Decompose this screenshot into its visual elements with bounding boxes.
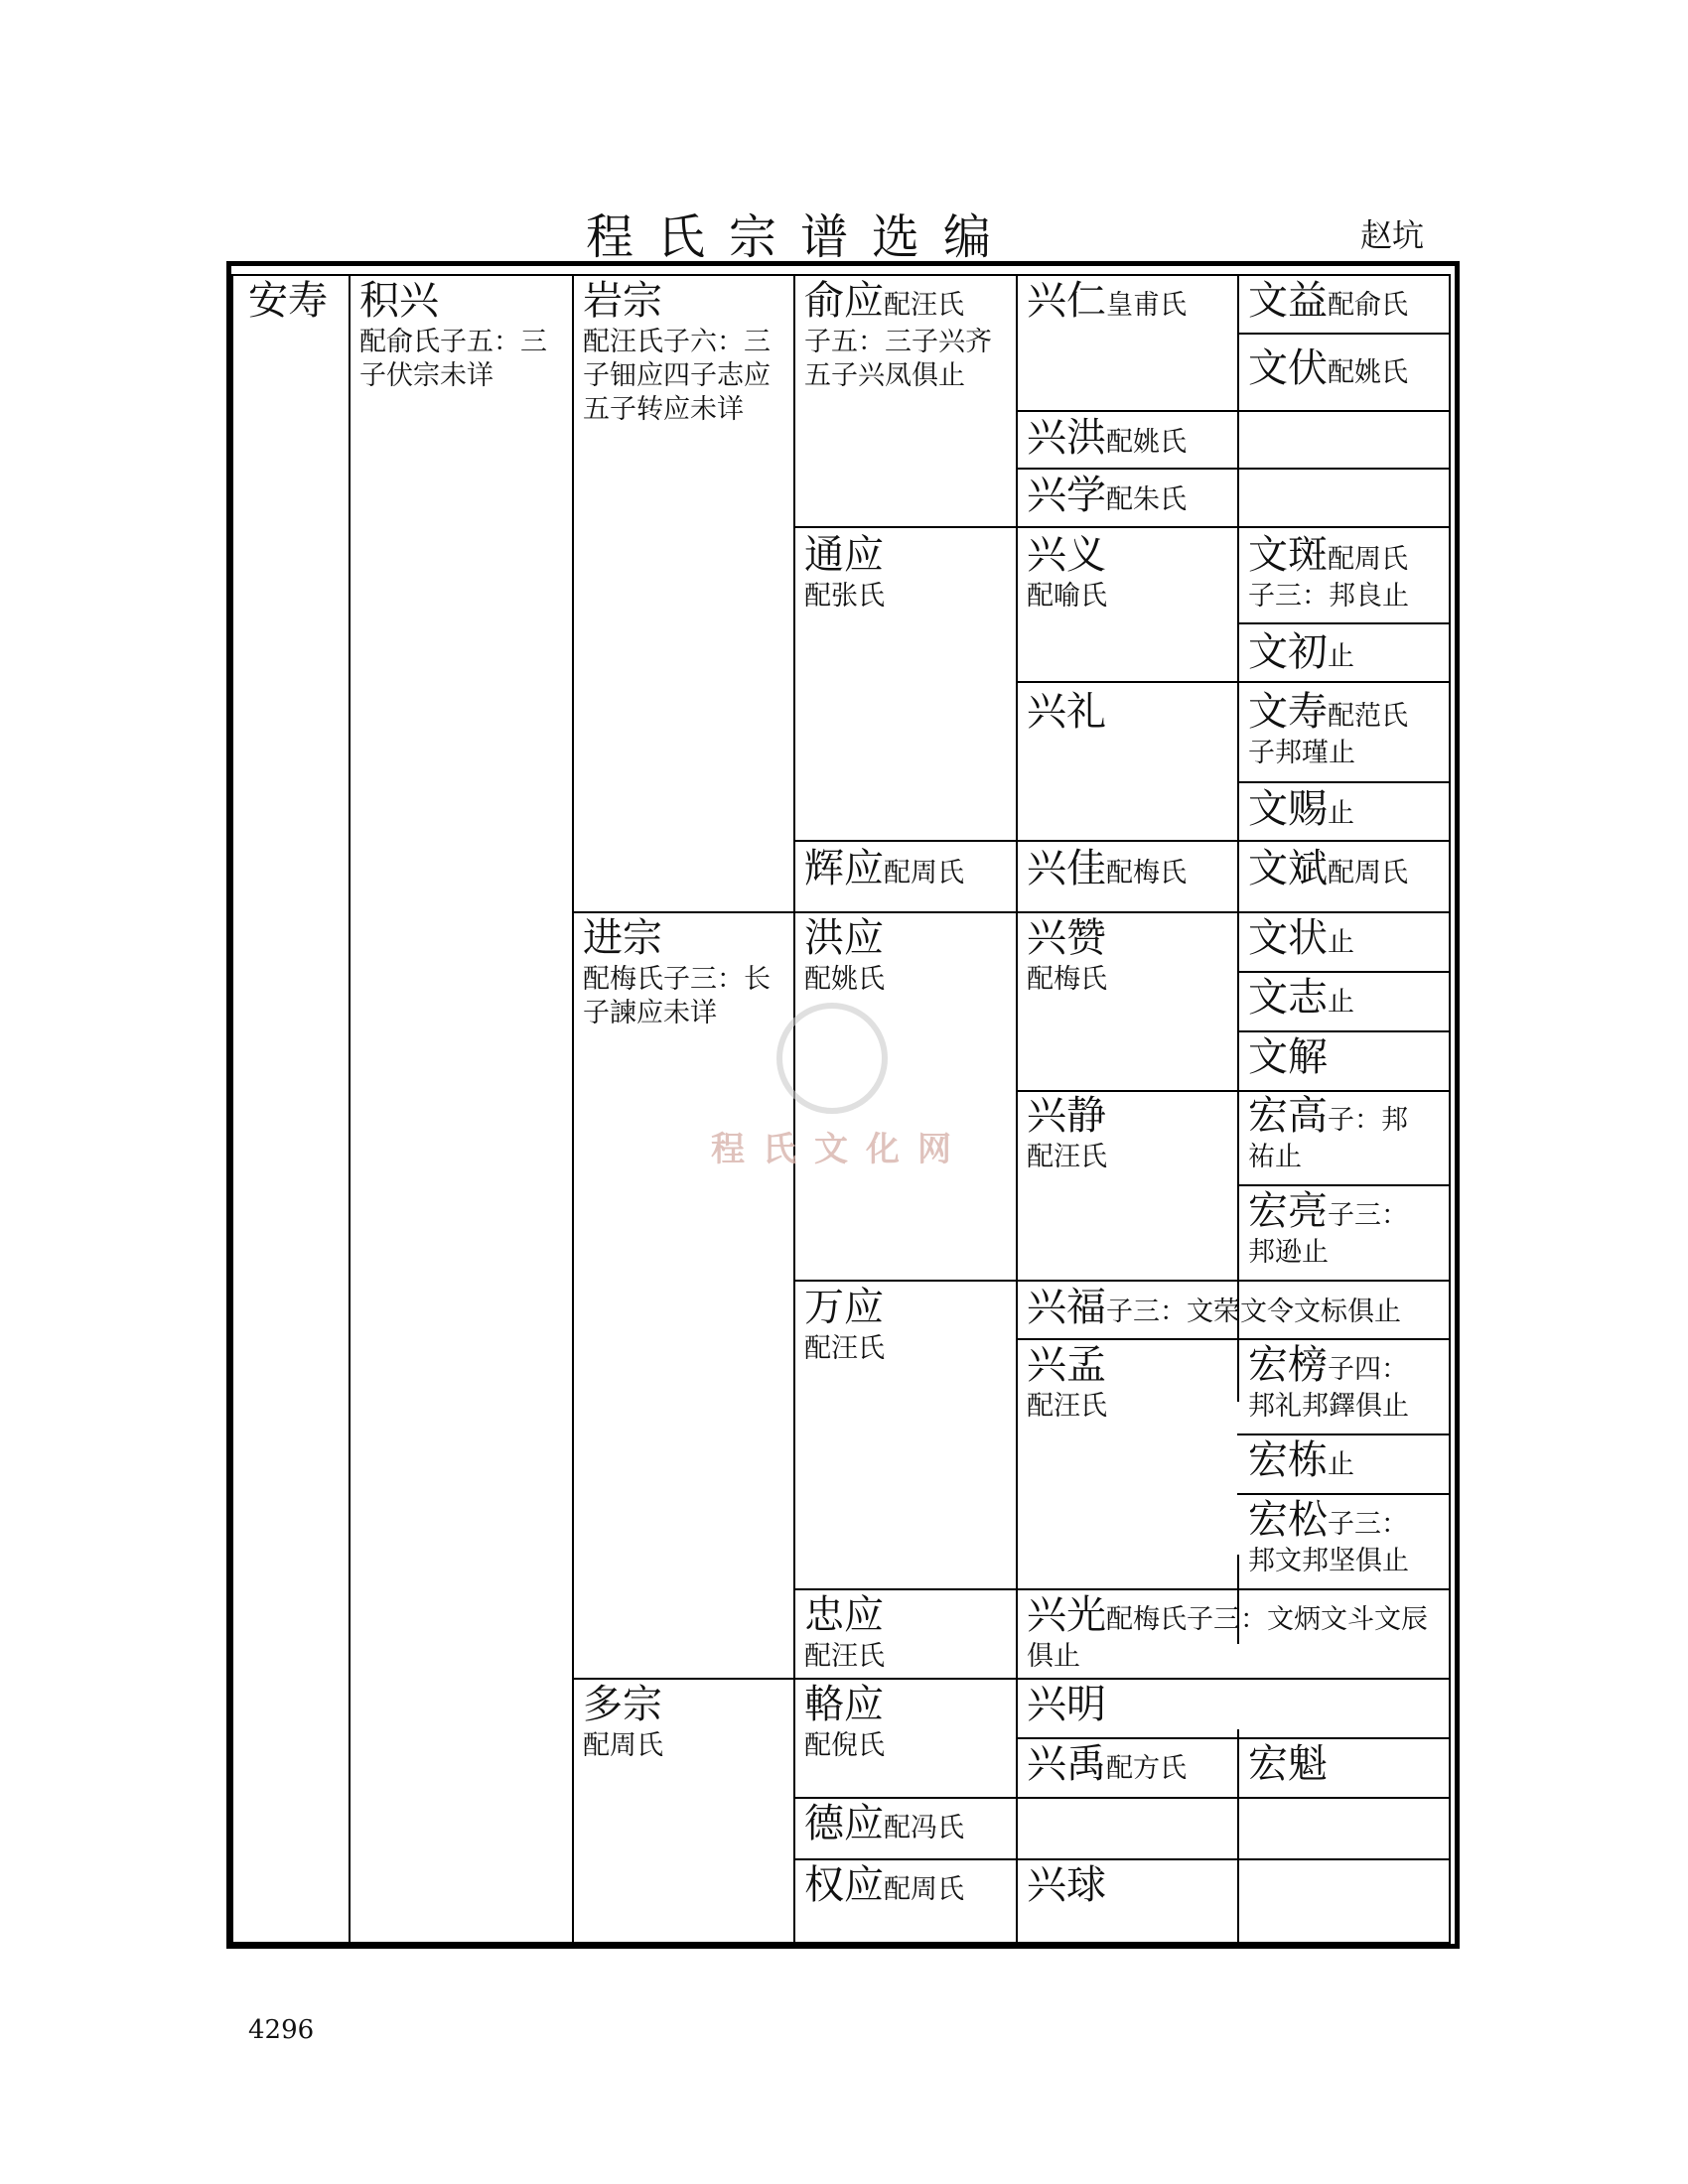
cell-xinghong: [1013, 411, 1234, 465]
person-note: 子五：三子兴齐五子兴凤俱止: [804, 327, 992, 391]
person-note: 配方氏: [1106, 1753, 1187, 1784]
person-note: 配姚氏: [804, 964, 885, 995]
person-name: 宏亮: [1248, 1188, 1328, 1234]
person-note: 皇甫氏: [1106, 290, 1187, 321]
cell-hongdong: [1234, 1433, 1446, 1487]
cell-wenchu: [1234, 625, 1446, 679]
cell-wenyi: [1234, 274, 1446, 328]
person-note: 子四：邦礼邦鐸俱止: [1248, 1354, 1409, 1422]
cell-xingren: [1013, 274, 1234, 328]
page-number: 4296: [248, 2015, 315, 2045]
cell-hongliang: [1234, 1184, 1446, 1272]
person-note: 配姚氏: [1106, 427, 1187, 458]
person-name: 宏松: [1248, 1497, 1328, 1543]
person-name: 兴明: [1027, 1682, 1106, 1727]
person-name: 文益: [1248, 278, 1328, 324]
person-name: 兴礼: [1027, 689, 1106, 735]
person-note: 止: [1328, 798, 1354, 829]
person-note: 止: [1328, 927, 1354, 958]
cell-xingyu: [1013, 1737, 1234, 1791]
person-name: 文伏: [1248, 345, 1328, 391]
person-name: 宏栋: [1248, 1437, 1328, 1483]
cell-duozong: [569, 1678, 790, 1765]
person-note: 配俞氏子五：三子伏宗未详: [359, 327, 547, 391]
person-note: 配俞氏: [1328, 290, 1408, 321]
cell-hongkui: [1234, 1737, 1446, 1791]
person-note: 配姚氏: [1328, 357, 1408, 388]
person-name: 积兴: [359, 278, 439, 324]
cell-yuying: [790, 274, 1013, 395]
cell-xingyi: [1013, 528, 1234, 615]
person-note: 配汪氏: [1027, 1142, 1107, 1172]
person-note: 子：邦祐止: [1248, 1105, 1408, 1172]
person-name: 文志: [1248, 975, 1328, 1021]
person-name: 兴佳: [1027, 846, 1106, 891]
person-note: 配汪氏子六：三子钿应四子志应五子转应未详: [583, 327, 771, 425]
cell-wenjie: [1234, 1030, 1446, 1084]
person-note: 子三：邦逊止: [1248, 1200, 1408, 1268]
cell-luying: [790, 1678, 1013, 1765]
person-name: 兴义: [1027, 532, 1106, 578]
person-name: 宏高: [1248, 1093, 1328, 1139]
cell-anshou: [234, 274, 344, 328]
person-name: 兴洪: [1027, 415, 1106, 461]
person-name: 万应: [804, 1285, 884, 1330]
cell-huiying: [790, 842, 1013, 895]
person-name: 文寿: [1248, 689, 1328, 735]
cell-honggao: [1234, 1089, 1446, 1176]
person-name: 宏榜: [1248, 1342, 1328, 1388]
person-note: 配梅氏子三：长子諫应未详: [583, 964, 771, 1028]
person-name: 兴学: [1027, 473, 1106, 518]
person-name: 兴福: [1027, 1285, 1106, 1330]
cell-zhongying: [790, 1588, 1013, 1676]
cell-jinzong: [569, 911, 790, 1032]
watermark-seal: [776, 1003, 888, 1114]
person-name: 权应: [804, 1862, 884, 1908]
cell-wenfu: [1234, 341, 1446, 395]
person-name: 德应: [804, 1801, 884, 1846]
person-note: 子三：文荣文令文标俱止: [1106, 1297, 1401, 1327]
cell-xingxue: [1013, 469, 1234, 522]
place-name: 赵坑: [1360, 216, 1425, 254]
person-note: 配范氏子邦瑾止: [1248, 701, 1408, 768]
cell-wenzhuang: [1234, 911, 1446, 965]
person-note: 配冯氏: [884, 1813, 964, 1843]
cell-xingjing: [1013, 1089, 1234, 1176]
cell-xingmeng: [1013, 1338, 1234, 1426]
person-note: 配张氏: [804, 581, 885, 612]
person-name: 辉应: [804, 846, 884, 891]
person-name: 宏魁: [1248, 1741, 1328, 1787]
person-note: 配周氏子三：邦良止: [1248, 544, 1409, 612]
person-note: 配汪氏: [804, 1641, 885, 1672]
person-note: 止: [1328, 987, 1354, 1018]
cell-xingqiu: [1013, 1858, 1234, 1912]
person-note: 配周氏: [884, 858, 964, 888]
person-note: 子三：邦文邦坚俱止: [1248, 1509, 1409, 1576]
person-note: 配梅氏: [1027, 964, 1107, 995]
person-name: 文初: [1248, 629, 1328, 675]
cell-hongsong: [1234, 1493, 1446, 1580]
person-name: 岩宗: [583, 278, 662, 324]
person-note: 配倪氏: [804, 1730, 885, 1761]
person-name: 忠应: [804, 1592, 884, 1638]
cell-wenci: [1234, 782, 1446, 836]
cell-wenban: [1234, 528, 1446, 615]
person-note: 配汪氏: [884, 290, 964, 321]
cell-deying: [790, 1797, 1013, 1850]
person-note: 配梅氏子三：文炳文斗文辰俱止: [1027, 1604, 1428, 1672]
person-note: 配朱氏: [1106, 484, 1187, 515]
cell-wanying: [790, 1281, 1013, 1368]
person-name: 兴仁: [1027, 278, 1106, 324]
cell-tongying: [790, 528, 1013, 615]
cell-xingfu: [1013, 1281, 1456, 1334]
person-note: 配周氏: [1328, 858, 1408, 888]
person-name: 文斌: [1248, 846, 1328, 891]
person-name: 俞应: [804, 278, 884, 324]
person-name: 文解: [1248, 1034, 1328, 1080]
person-name: 兴禹: [1027, 1741, 1106, 1787]
cell-xingjia: [1013, 842, 1234, 895]
person-name: 文斑: [1248, 532, 1328, 578]
person-name: 兴光: [1027, 1592, 1106, 1638]
person-name: 安寿: [248, 278, 328, 324]
watermark-text: 程氏文化网: [711, 1130, 969, 1169]
cell-hongbang: [1234, 1338, 1446, 1426]
person-name: 文赐: [1248, 786, 1328, 832]
person-note: 配喻氏: [1027, 581, 1107, 612]
page-title: 程氏宗谱选编: [586, 209, 1016, 265]
person-note: 配梅氏: [1106, 858, 1187, 888]
cell-quanying: [790, 1858, 1013, 1912]
person-name: 文状: [1248, 915, 1328, 961]
person-name: 多宗: [583, 1682, 662, 1727]
person-note: 配周氏: [884, 1874, 964, 1905]
person-note: 止: [1328, 1449, 1354, 1480]
person-note: 配汪氏: [804, 1333, 885, 1364]
cell-xingming: [1013, 1678, 1234, 1731]
person-name: 进宗: [583, 915, 662, 961]
person-name: 兴赞: [1027, 915, 1106, 961]
cell-wenshou: [1234, 685, 1446, 772]
person-note: 配汪氏: [1027, 1391, 1107, 1422]
cell-yanzong: [569, 274, 790, 428]
person-note: 配周氏: [583, 1730, 663, 1761]
cell-wenbin: [1234, 842, 1446, 895]
cell-xingzan: [1013, 911, 1234, 999]
cell-hongying: [790, 911, 1013, 999]
person-name: 輅应: [804, 1682, 884, 1727]
cell-wenzhi: [1234, 971, 1446, 1024]
cell-xingguang: [1013, 1588, 1456, 1676]
cell-xingli: [1013, 685, 1234, 739]
person-name: 兴孟: [1027, 1342, 1106, 1388]
cell-jixing: [346, 274, 569, 395]
person-name: 兴静: [1027, 1093, 1106, 1139]
person-name: 兴球: [1027, 1862, 1106, 1908]
person-name: 通应: [804, 532, 884, 578]
person-note: 止: [1328, 641, 1354, 672]
person-name: 洪应: [804, 915, 884, 961]
